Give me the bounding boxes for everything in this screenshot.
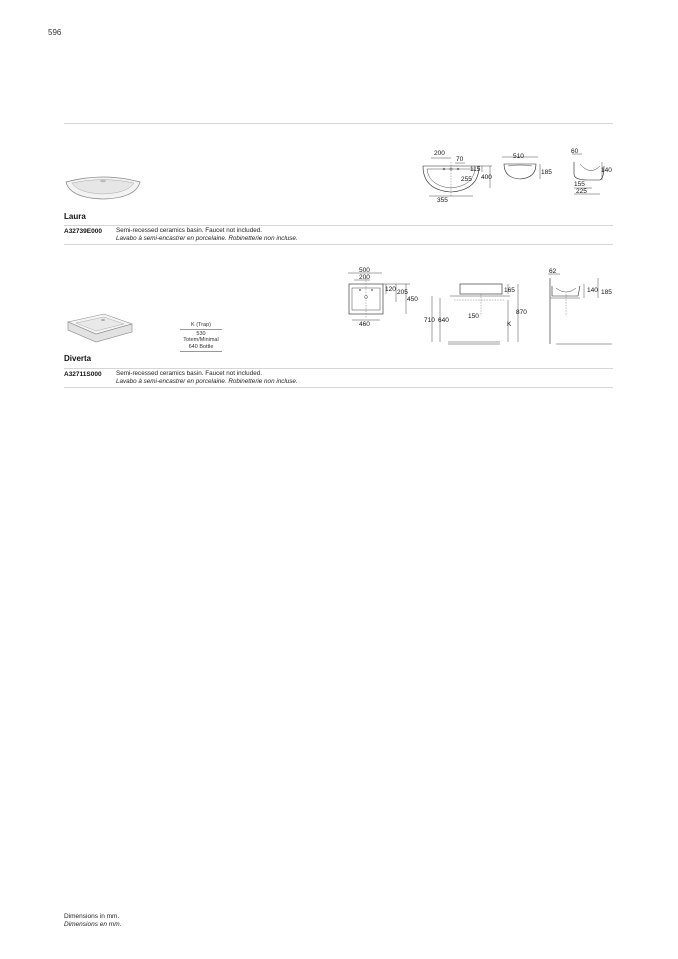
laura-dim-185: 185 xyxy=(541,169,552,176)
diverta-side-drawing xyxy=(540,264,616,348)
top-divider xyxy=(64,123,613,124)
laura-dim-140: 140 xyxy=(601,167,612,174)
diverta-dim-200: 200 xyxy=(359,274,370,281)
product-desc-laura xyxy=(116,227,298,242)
product-code-laura: A32739E000 xyxy=(64,228,102,235)
diverta-dim-150: 150 xyxy=(468,313,479,320)
desc-en: Semi-recessed ceramics basin. Faucet not included. xyxy=(116,227,262,234)
diverta-front-drawing xyxy=(340,264,426,328)
product-name-diverta: Diverta xyxy=(64,354,92,363)
product-name-laura: Laura xyxy=(64,212,86,221)
product-code-diverta: A32711S000 xyxy=(64,371,102,378)
trap-line-2: 640 Bottle xyxy=(188,343,214,350)
trap-line-1: 530 Totem/Minimal xyxy=(183,330,219,343)
footnote-fr: Dimensions en mm. xyxy=(64,921,122,928)
trap-title: K (Trap) xyxy=(191,322,211,328)
laura-dim-400: 400 xyxy=(481,174,492,181)
laura-side-drawing xyxy=(566,146,616,198)
laura-dim-225: 225 xyxy=(576,188,587,195)
diverta-dim-640: 640 xyxy=(438,317,449,324)
diverta-bottom-divider xyxy=(64,387,613,388)
diverta-dim-k: K xyxy=(507,321,512,328)
diverta-divider xyxy=(64,368,613,369)
laura-dim-70: 70 xyxy=(456,156,464,163)
laura-dim-355: 355 xyxy=(437,197,448,204)
laura-dim-115: 115 xyxy=(470,166,481,173)
laura-bottom-divider xyxy=(64,244,613,245)
laura-dim-255: 255 xyxy=(461,176,472,183)
diverta-dim-500: 500 xyxy=(359,267,370,274)
laura-dim-60: 60 xyxy=(571,148,579,155)
desc-fr: Lavabo à semi-encastrer en porcelaine. Robinetterie non incluse. xyxy=(116,377,298,385)
laura-dim-200: 200 xyxy=(434,150,445,157)
desc-en: Semi-recessed ceramics basin. Faucet not included. xyxy=(116,370,262,377)
laura-basin-photo xyxy=(62,168,144,202)
diverta-dim-62: 62 xyxy=(549,268,557,275)
laura-dim-155: 155 xyxy=(574,181,585,188)
product-desc-diverta xyxy=(116,370,298,385)
diverta-dim-120: 120 xyxy=(385,286,396,293)
diverta-basin-photo xyxy=(64,310,136,346)
footnote-en: Dimensions in mm. xyxy=(64,913,120,920)
diverta-dim-205: 205 xyxy=(397,289,408,296)
footnote xyxy=(64,913,121,929)
diverta-dim-710: 710 xyxy=(424,317,435,324)
diverta-dim-165: 165 xyxy=(504,287,515,294)
laura-top-drawing xyxy=(498,150,558,184)
diverta-dim-140: 140 xyxy=(587,287,598,294)
desc-fr: Lavabo à semi-encastrer en porcelaine. Robinetterie non incluse. xyxy=(116,234,298,242)
diverta-dim-450: 450 xyxy=(407,296,418,303)
trap-table xyxy=(180,322,222,352)
laura-divider xyxy=(64,225,613,226)
diverta-dim-185: 185 xyxy=(601,289,612,296)
diverta-dim-870: 870 xyxy=(516,309,527,316)
laura-front-drawing xyxy=(415,146,495,204)
page-number: 596 xyxy=(48,28,62,37)
diverta-dim-460: 460 xyxy=(359,321,370,328)
laura-dim-510: 510 xyxy=(513,153,524,160)
diverta-elevation-drawing xyxy=(424,276,534,348)
